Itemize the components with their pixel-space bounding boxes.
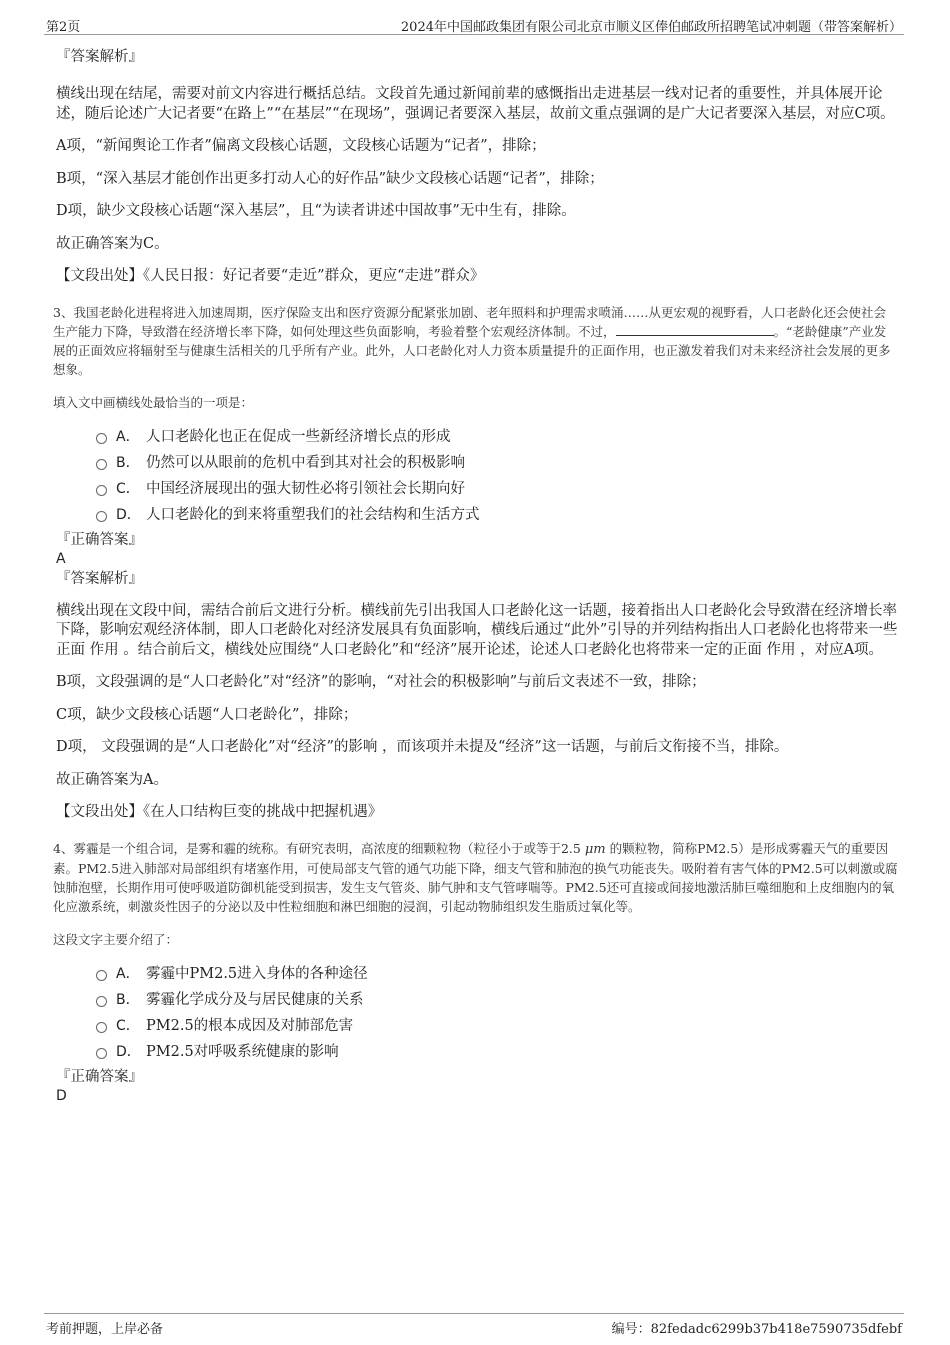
option-d[interactable] xyxy=(96,503,898,529)
question-4-options xyxy=(96,962,898,1066)
question-3-stem xyxy=(53,303,898,379)
radio-icon[interactable] xyxy=(96,485,107,496)
document-id: 编号：82fedadc6299b37b418e7590735dfebf xyxy=(611,1322,902,1337)
option-text: PM2.5对呼吸系统健康的影响 xyxy=(146,1044,339,1060)
question-3-options xyxy=(96,425,898,529)
radio-icon[interactable] xyxy=(96,970,107,981)
radio-icon[interactable] xyxy=(96,1022,107,1033)
footer-slogan: 考前押题，上岸必备 xyxy=(46,1322,164,1337)
analysis-conclusion: 故正确答案为C。 xyxy=(56,235,169,252)
page-number: 第2页 xyxy=(46,20,81,35)
option-a[interactable] xyxy=(96,425,898,451)
option-d[interactable] xyxy=(96,1040,898,1066)
analysis-option-b: B项，文段强调的是“人口老龄化”对“经济”的影响，“对社会的积极影响”与前后文表述不一致，排除； xyxy=(56,674,706,690)
option-text: 中国经济展现出的强大韧性必将引领社会长期向好 xyxy=(146,481,465,497)
correct-answer-label: 『正确答案』 xyxy=(56,1068,143,1085)
option-letter: A． xyxy=(116,429,140,445)
analysis-option-c: C项，缺少文段核心话题“人口老龄化”，排除； xyxy=(56,706,358,723)
correct-answer-label: 『正确答案』 xyxy=(56,531,143,548)
radio-icon[interactable] xyxy=(96,459,107,470)
source-citation: 【文段出处】《在人口结构巨变的挑战中把握机遇》 xyxy=(56,804,383,820)
option-c[interactable] xyxy=(96,1014,898,1040)
page-footer xyxy=(44,1313,904,1336)
correct-answer-value: A xyxy=(56,550,66,567)
analysis-option-d: D项， 文段强调的是“人口老龄化”对“经济”的影响 ，而该项并未提及“经济”这一话题，与前后文衔接不当，排除。 xyxy=(56,739,789,755)
option-letter: B． xyxy=(116,455,140,471)
analysis-paragraph: 横线出现在文段中间，需结合前后文进行分析。横线前先引出我国人口老龄化这一话题，接着指出人口老龄化会导致潜在经济增长率下降，影响宏观经济体制，即人口老龄化对经济发展具有负面影响，横线后通过“此外”引导的并列结构指出人口老龄化也将带来一些正面 作用 。结合前后文，横线处应围绕“人口老龄化”和“经济”展开论述，论述人口老龄化也将带来一定的正面 作用 ，对应A项。 xyxy=(56,602,898,658)
correct-answer-value: D xyxy=(56,1087,67,1104)
option-letter: D． xyxy=(116,1044,141,1060)
question-4-stem-part2: 的颗粒物，简称PM2.5）是形成雾霾天气的重要因素。PM2.5进入肺部对局部组织有堵塞作用，可使局部支气管的通气功能下降，细支气管和肺泡的换气功能丧失。吸附着有害气体的PM2.5可以刺激或腐蚀肺泡壁，长期作用可使呼吸道防御机能受到损害，发生支气管炎、肺气肿和支气管哮喘等。PM2.5还可直接或间接地激活肺巨噬细胞和上皮细胞内的氧化应激系统，刺激炎性因子的分泌以及中性粒细胞和淋巴细胞的浸润，引起动物肺组织发生脂质过氧化等。 xyxy=(53,840,898,914)
option-text: 人口老龄化也正在促成一些新经济增长点的形成 xyxy=(146,429,451,445)
analysis-option-a: A项，“新闻舆论工作者”偏离文段核心话题，文段核心话题为“记者”，排除； xyxy=(56,138,546,154)
radio-icon[interactable] xyxy=(96,433,107,444)
option-letter: C． xyxy=(116,481,140,497)
option-text: 雾霾中PM2.5进入身体的各种途径 xyxy=(146,966,368,982)
question-3-stem-part2: 。“老龄健康”产业发展的正面效应将辐射至与健康生活相关的几乎所有产业。此外，人口老龄化对人力资本质量提升的正面作用，也正激发着我们对未来经济社会发展的更多想象。 xyxy=(53,323,891,377)
source-citation: 【文段出处】《人民日报：好记者要“走近”群众，更应“走进”群众》 xyxy=(56,268,485,284)
radio-icon[interactable] xyxy=(96,1048,107,1059)
option-b[interactable] xyxy=(96,451,898,477)
document-title: 2024年中国邮政集团有限公司北京市顺义区俸伯邮政所招聘笔试冲刺题（带答案解析） xyxy=(400,20,902,35)
fill-in-blank-line xyxy=(616,323,774,336)
radio-icon[interactable] xyxy=(96,996,107,1007)
option-letter: B． xyxy=(116,992,140,1008)
analysis-option-d: D项，缺少文段核心话题“深入基层”，且“为读者讲述中国故事”无中生有，排除。 xyxy=(56,203,576,219)
question-4-stem xyxy=(53,839,898,916)
option-a[interactable] xyxy=(96,962,898,988)
question-4-stem-part1: 4、雾霾是一个组合词，是雾和霾的统称。有研究表明，高浓度的细颗粒物（粒径小于或等于2.5 xyxy=(53,840,585,856)
analysis-label: 『答案解析』 xyxy=(56,49,143,65)
option-text: 仍然可以从眼前的危机中看到其对社会的积极影响 xyxy=(146,455,465,471)
option-b[interactable] xyxy=(96,988,898,1014)
option-c[interactable] xyxy=(96,477,898,503)
question-3-prompt: 填入文中画横线处最恰当的一项是： xyxy=(53,394,254,410)
option-text: PM2.5的根本成因及对肺部危害 xyxy=(146,1018,354,1034)
main-content xyxy=(53,44,898,1105)
analysis-option-b: B项，“深入基层才能创作出更多打动人心的好作品”缺少文段核心话题“记者”，排除； xyxy=(56,170,604,187)
analysis-conclusion: 故正确答案为A。 xyxy=(56,771,168,788)
option-letter: D． xyxy=(116,507,141,523)
option-letter: A． xyxy=(116,966,140,982)
micrometer-unit: μm xyxy=(584,841,606,857)
question-3-stem-part1: 3、我国老龄化进程将进入加速周期，医疗保险支出和医疗资源分配紧张加剧、老年照料和护理需求喷涌……从更宏观的视野看，人口老龄化还会使社会生产能力下降，导致潜在经济增长率下降，如何处理这些负面影响，考验着整个宏观经济体制。不过， xyxy=(53,304,886,339)
option-text: 雾霾化学成分及与居民健康的关系 xyxy=(146,992,364,1008)
page-header xyxy=(44,14,904,35)
radio-icon[interactable] xyxy=(96,511,107,522)
option-text: 人口老龄化的到来将重塑我们的社会结构和生活方式 xyxy=(146,507,480,523)
analysis-label: 『答案解析』 xyxy=(56,570,143,587)
analysis-paragraph: 横线出现在结尾，需要对前文内容进行概括总结。文段首先通过新闻前辈的感慨指出走进基层一线对记者的重要性，并具体展开论述，随后论述广大记者要“在路上”“在基层”“在现场”，强调记者要深入基层，故前文重点强调的是广大记者要深入基层，对应C项。 xyxy=(56,86,895,122)
option-letter: C． xyxy=(116,1018,140,1034)
question-4-prompt: 这段文字主要介绍了： xyxy=(53,931,179,947)
